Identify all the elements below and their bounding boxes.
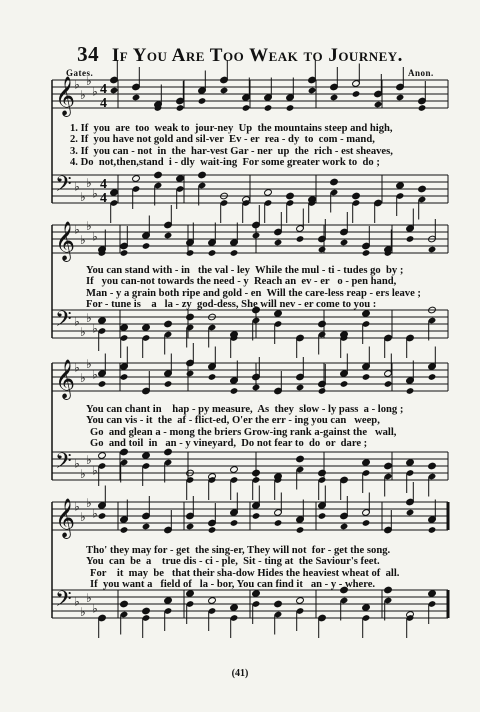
note-head — [252, 590, 261, 598]
note-head — [396, 94, 405, 102]
note-head — [362, 373, 371, 381]
flat-sign: ♭ — [80, 467, 86, 481]
flat-sign: ♭ — [92, 84, 98, 99]
note-head — [330, 178, 339, 186]
bass-clef: 𝄢 — [55, 307, 72, 337]
lyrics-line: Go and toil in an - y vineyard, Do not fear to do or dare ; — [90, 437, 368, 449]
note-head — [164, 597, 173, 605]
flat-sign: ♭ — [86, 357, 92, 371]
note-head — [208, 249, 217, 257]
treble-clef: 𝄞 — [55, 498, 76, 538]
note-head — [318, 469, 327, 477]
flat-sign: ♭ — [86, 176, 92, 190]
note-head — [330, 94, 339, 102]
note-head — [120, 448, 129, 456]
note-head — [318, 512, 327, 520]
flat-sign: ♭ — [74, 314, 80, 329]
note-head — [252, 232, 261, 240]
lyrics-line: 2. If you have not gold and sil-ver Ev - er rea - dy to com - mand, — [70, 134, 375, 146]
flat-sign: ♭ — [92, 186, 98, 201]
flat-sign: ♭ — [80, 190, 86, 204]
flat-sign: ♭ — [92, 601, 98, 616]
note-head — [274, 600, 283, 608]
note-head — [296, 526, 305, 534]
flat-sign: ♭ — [80, 605, 86, 619]
note-head — [352, 192, 361, 200]
flat-sign: ♭ — [86, 74, 92, 88]
note-head — [142, 242, 151, 250]
flat-sign: ♭ — [80, 233, 86, 247]
note-head — [318, 320, 327, 328]
flat-sign: ♭ — [80, 88, 86, 102]
note-head — [230, 519, 239, 527]
time-signature: 4 — [100, 177, 107, 192]
note-head — [132, 94, 141, 102]
note-head — [428, 373, 437, 381]
note-head — [164, 320, 173, 328]
note-head — [340, 380, 349, 388]
lyrics-line: You can be a true dis - ci - ple, Sit - ting at the Saviour's feet. — [86, 556, 380, 568]
note-head — [252, 384, 261, 392]
note-head — [296, 455, 305, 463]
flat-sign: ♭ — [80, 371, 86, 385]
note-head — [252, 469, 261, 477]
note-head — [132, 175, 141, 183]
flat-sign: ♭ — [86, 591, 92, 605]
composer-credit: Gates. — [66, 68, 94, 78]
lyrics-line: You can chant in hap - py measure, As they slow - ly pass a - long ; — [86, 404, 404, 415]
lyrics-line: If you can-not towards the need - y Reach an ev - er o - pen hand, — [86, 276, 397, 288]
note-head — [186, 590, 195, 598]
note-head — [352, 90, 361, 98]
note-head — [406, 387, 415, 395]
hymn-number: 34 — [77, 42, 100, 66]
note-head — [362, 459, 371, 467]
note-head — [142, 523, 151, 531]
note-head — [230, 249, 239, 257]
note-head — [110, 87, 119, 95]
note-head — [362, 519, 371, 527]
note-head — [418, 185, 427, 193]
treble-clef: 𝄞 — [55, 359, 76, 399]
note-head — [110, 189, 119, 197]
hymn-title: If You Are Too Weak to Journey. — [111, 45, 403, 66]
lyrics-line: Tho' they may for - get the sing-er, They will not for - get the song. — [86, 545, 391, 556]
page-number: (41) — [231, 668, 249, 679]
lyrics-line: For - tune is a la - zy god-dess, She will nev - er come to you : — [86, 298, 377, 310]
note-head — [406, 509, 415, 517]
bass-clef: 𝄢 — [55, 172, 72, 202]
note-head — [186, 523, 195, 531]
note-head — [164, 380, 173, 388]
flat-sign: ♭ — [92, 229, 98, 244]
note-head — [318, 387, 327, 395]
lyrics-line: You can stand with - in the val - ley While the mul - ti - tudes go by ; — [86, 265, 404, 276]
flat-sign: ♭ — [86, 453, 92, 467]
note-head — [98, 317, 107, 325]
flat-sign: ♭ — [74, 594, 80, 609]
lyrics-system-4 — [0, 545, 480, 590]
lyrics-system-2 — [0, 265, 480, 310]
note-head — [220, 87, 229, 95]
lyrics-system-3 — [0, 404, 480, 449]
note-head — [186, 313, 195, 321]
flat-sign: ♭ — [74, 77, 80, 92]
note-head — [120, 373, 129, 381]
note-head — [428, 246, 437, 254]
note-head — [230, 604, 239, 612]
note-head — [362, 310, 371, 318]
note-head — [98, 452, 107, 460]
note-head — [230, 466, 239, 474]
note-head — [428, 590, 437, 598]
lyrics-line: If you want a field of la - bor, You can find it an - y - where. — [90, 578, 376, 590]
note-head — [208, 526, 217, 534]
flat-sign: ♭ — [92, 463, 98, 478]
note-head — [208, 373, 217, 381]
note-head — [142, 452, 151, 460]
note-head — [374, 101, 383, 109]
note-head — [120, 526, 129, 534]
note-head — [274, 239, 283, 247]
note-head — [208, 597, 217, 605]
flat-sign: ♭ — [92, 506, 98, 521]
flat-sign: ♭ — [74, 360, 80, 375]
note-head — [98, 512, 107, 520]
note-head — [340, 239, 349, 247]
lyrics-line: 4. Do not,then,stand i - dly wait-ing For some greater work to do ; — [70, 156, 380, 168]
lyrics-line: Go and glean a - mong the briers Grow-ing rank a-gainst the wall, — [90, 426, 397, 438]
flat-sign: ♭ — [80, 510, 86, 524]
note-head — [308, 87, 317, 95]
note-head — [164, 232, 173, 240]
note-head — [384, 462, 393, 470]
note-head — [274, 310, 283, 318]
note-head — [230, 387, 239, 395]
flat-sign: ♭ — [92, 321, 98, 336]
note-head — [186, 370, 195, 378]
note-head — [142, 607, 151, 615]
note-head — [296, 235, 305, 243]
flat-sign: ♭ — [74, 456, 80, 471]
lyrics-line: Man - y a grain both ripe and gold - en Will the care-less reap - ers leave ; — [86, 287, 421, 299]
note-head — [142, 324, 151, 332]
author-credit: Anon. — [408, 68, 434, 78]
note-head — [264, 189, 273, 197]
lyrics-line: You can vis - it the af - flict-ed, O'er the err - ing you can weep, — [86, 415, 380, 427]
time-signature: 4 — [100, 191, 107, 206]
time-signature: 4 — [100, 96, 107, 111]
note-head — [286, 104, 295, 112]
note-head — [120, 249, 129, 257]
flat-sign: ♭ — [86, 311, 92, 325]
treble-clef: 𝄞 — [55, 76, 76, 116]
lyrics-line: For it may be that their sha-dow Hides the heaviest wheat of all. — [90, 567, 400, 579]
note-head — [176, 175, 185, 183]
note-head — [296, 597, 305, 605]
note-head — [120, 324, 129, 332]
flat-sign: ♭ — [92, 367, 98, 382]
note-head — [176, 104, 185, 112]
note-head — [120, 600, 129, 608]
bass-clef: 𝄢 — [55, 449, 72, 479]
note-head — [198, 171, 207, 179]
note-head — [286, 192, 295, 200]
note-head — [396, 182, 405, 190]
flat-sign: ♭ — [74, 499, 80, 514]
note-head — [274, 519, 283, 527]
note-head — [418, 104, 427, 112]
flat-sign: ♭ — [80, 325, 86, 339]
note-head — [362, 604, 371, 612]
note-head — [198, 97, 207, 105]
note-head — [242, 104, 251, 112]
note-head — [154, 171, 163, 179]
note-head — [186, 249, 195, 257]
bass-clef: 𝄢 — [55, 587, 72, 617]
note-head — [384, 380, 393, 388]
lyrics-system-1 — [0, 123, 480, 168]
note-head — [406, 235, 415, 243]
lyrics-line: 1. If you are too weak to jour-ney Up the mountains steep and high, — [70, 123, 393, 134]
note-head — [340, 523, 349, 531]
note-head — [264, 104, 273, 112]
flat-sign: ♭ — [74, 179, 80, 194]
lyrics-line: 3. If you can - not in the har-vest Gar - ner up the rich - est sheaves, — [70, 145, 393, 157]
note-head — [406, 459, 415, 467]
note-head — [362, 249, 371, 257]
note-head — [428, 526, 437, 534]
flat-sign: ♭ — [86, 219, 92, 233]
note-head — [252, 512, 261, 520]
note-head — [318, 246, 327, 254]
time-signature: 4 — [100, 82, 107, 97]
note-head — [98, 380, 107, 388]
note-head — [164, 448, 173, 456]
note-head — [296, 384, 305, 392]
note-head — [428, 462, 437, 470]
flat-sign: ♭ — [86, 496, 92, 510]
treble-clef: 𝄞 — [55, 221, 76, 261]
flat-sign: ♭ — [74, 222, 80, 237]
